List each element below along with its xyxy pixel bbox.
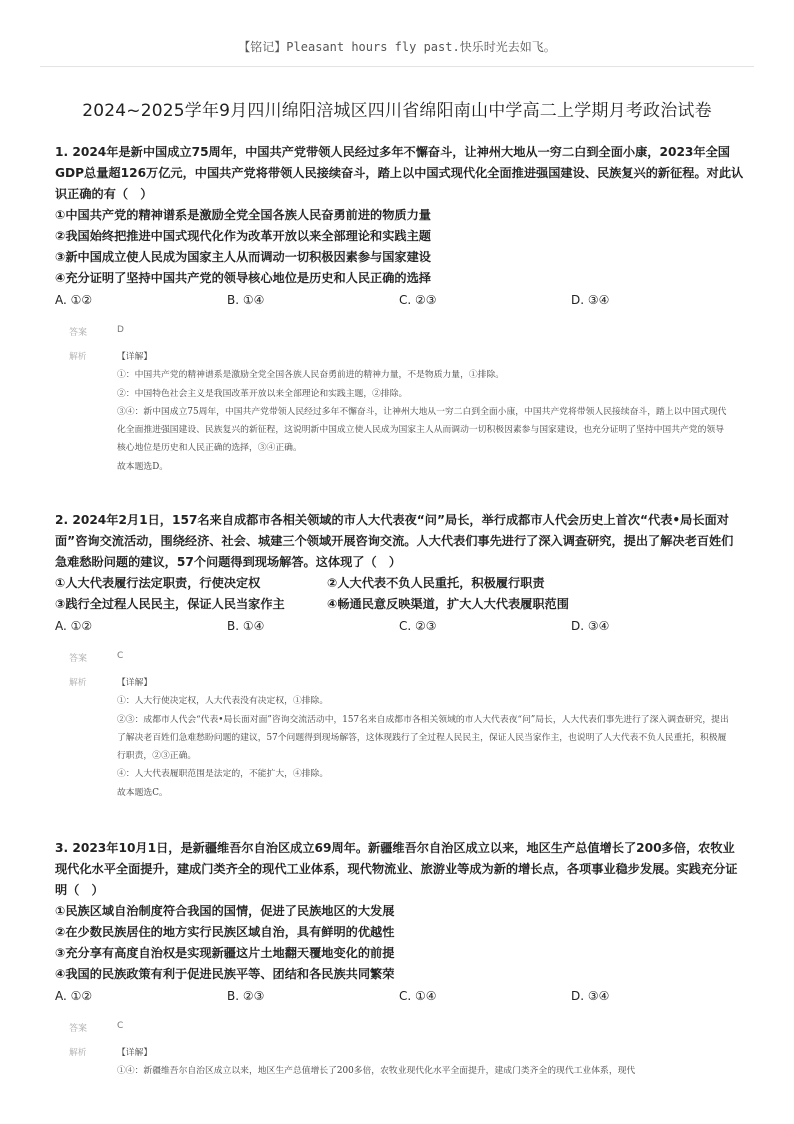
- statement-1: ①中国共产党的精神谱系是激励全党全国各族人民奋勇前进的物质力量: [55, 208, 431, 222]
- answer-row: [55, 1021, 745, 1034]
- explanation-line: ②：中国特色社会主义是我国改革开放以来全部理论和实践主题，②排除。: [117, 388, 408, 399]
- statement-2: ②人大代表不负人民重托，积极履行职责: [327, 576, 545, 590]
- answer-value: C: [117, 1021, 124, 1031]
- analysis-label: 解析: [69, 678, 87, 688]
- option-d[interactable]: D. ③④: [571, 989, 610, 1003]
- statements-grid: [55, 573, 745, 615]
- statement-2: ②我国始终把推进中国式现代化作为改革开放以来全部理论和实践主题: [55, 229, 431, 243]
- explanation-row: [55, 1044, 745, 1081]
- explanation-body: [117, 348, 732, 476]
- option-d[interactable]: D. ③④: [571, 293, 610, 307]
- question-stem: 1. 2024年是新中国成立75周年，中国共产党带领人民经过多年不懈奋斗，让神州大地从一穷二白到全面小康，2023年全国GDP总量超126万亿元，中国共产党将带领人民接续奋斗，踏上以中国式现代化全面推进强国建设、民族复兴的新征程。对此认识正确的有（ ）: [55, 145, 744, 201]
- option-a[interactable]: A. ①②: [55, 293, 93, 307]
- question-stem: 3. 2023年10月1日，是新疆维吾尔自治区成立69周年。新疆维吾尔自治区成立以来，地区生产总值增长了200多倍，农牧业现代化水平全面提升，建成门类齐全的现代工业体系，现代物流业、旅游业等成为新的增长点，各项事业稳步发展。实践充分证明（ ）: [55, 841, 738, 897]
- options-row: [55, 290, 745, 311]
- explanation-line: ③④：新中国成立75周年，中国共产党带领人民经过多年不懈奋斗，让神州大地从一穷二白到全面小康，中国共产党将带领人民接续奋斗，踏上以中国式现代化全面推进强国建设、民族复兴的新征程，这说明新中国成立使人民成为国家主人从而调动一切积极因素参与国家建设，也充分证明了坚持中国共产党的领导核心地位是历史和人民正确的选择，③④正确。: [117, 406, 727, 454]
- explanation-row: [55, 348, 745, 476]
- option-c[interactable]: C. ②③: [399, 293, 437, 307]
- question-2: [55, 510, 745, 802]
- question-1: [55, 142, 745, 476]
- explanation-body: [117, 1044, 732, 1081]
- option-a[interactable]: A. ①②: [55, 989, 93, 1003]
- option-a[interactable]: A. ①②: [55, 619, 93, 633]
- statement-1: ①民族区域自治制度符合我国的国情，促进了民族地区的大发展: [55, 904, 395, 918]
- explanation-line: 【详解】: [117, 352, 153, 362]
- explanation-body: [117, 674, 732, 802]
- explanation-line: ①：中国共产党的精神谱系是激励全党全国各族人民奋勇前进的精神力量，不是物质力量，①排除。: [117, 370, 505, 381]
- explanation-line: ①④：新疆维吾尔自治区成立以来，地区生产总值增长了200多倍，农牧业现代化水平全面提升，建成门类齐全的现代工业体系，现代: [117, 1066, 636, 1077]
- answer-row: [55, 325, 745, 338]
- option-b[interactable]: B. ①④: [227, 619, 265, 633]
- statement-4: ④我国的民族政策有利于促进民族平等、团结和各民族共同繁荣: [55, 967, 395, 981]
- answer-value: D: [117, 325, 124, 335]
- analysis-label: 解析: [69, 352, 87, 362]
- question-stem: 2. 2024年2月1日，157名来自成都市各相关领域的市人大代表夜“问”局长，举行成都市人代会历史上首次“代表•局长面对面”咨询交流活动，围绕经济、社会、城建三个领域开展咨询交流。人大代表们事先进行了深入调查研究，提出了解决老百姓们急难愁盼问题的建议，57个问题得到现场解答。这体现了（ ）: [55, 513, 734, 569]
- statement-2: ②在少数民族居住的地方实行民族区域自治，具有鲜明的优越性: [55, 925, 395, 939]
- page-title: 2024~2025学年9月四川绵阳涪城区四川省绵阳南山中学高二上学期月考政治试卷: [82, 101, 712, 121]
- option-c[interactable]: C. ②③: [399, 619, 437, 633]
- statement-1: ①人大代表履行法定职责，行使决定权: [55, 576, 261, 590]
- explanation-line: 【详解】: [117, 678, 153, 688]
- explanation-line: 【详解】: [117, 1048, 153, 1058]
- statement-4: ④畅通民意反映渠道，扩大人大代表履职范围: [327, 597, 569, 611]
- option-b[interactable]: B. ②③: [227, 989, 265, 1003]
- statement-3: ③践行全过程人民民主，保证人民当家作主: [55, 597, 285, 611]
- explanation-line: 故本题选C。: [117, 787, 168, 798]
- option-b[interactable]: B. ①④: [227, 293, 265, 307]
- option-d[interactable]: D. ③④: [571, 619, 610, 633]
- statement-3: ③充分享有高度自治权是实现新疆这片土地翻天覆地变化的前提: [55, 946, 395, 960]
- header-divider: [40, 66, 754, 67]
- analysis-label: 解析: [69, 1048, 87, 1058]
- explanation-line: 故本题选D。: [117, 461, 169, 472]
- explanation-row: [55, 674, 745, 802]
- answer-label: 答案: [69, 328, 88, 338]
- options-row: [55, 986, 745, 1007]
- answer-row: [55, 651, 745, 664]
- explanation-line: ①：人大行使决定权，人大代表没有决定权，①排除。: [117, 696, 329, 707]
- option-c[interactable]: C. ①④: [399, 989, 437, 1003]
- explanation-line: ②③：成都市人代会“代表•局长面对面”咨询交流活动中，157名来自成都市各相关领域的市人大代表夜“问”局长，人大代表们事先进行了深入调查研究，提出了解决老百姓们急难愁盼问题的建议，57个问题得到现场解答，这体现践行了全过程人民民主，保证人民当家作主，也说明了人大代表不负人民重托，积极履行职责，②③正确。: [117, 714, 729, 762]
- options-row: [55, 616, 745, 637]
- page-motto: 【铭记】Pleasant hours fly past.快乐时光去如飞。: [238, 40, 556, 54]
- explanation-line: ④：人大代表履职范围是法定的，不能扩大，④排除。: [117, 769, 329, 780]
- question-3: [55, 838, 745, 1081]
- statement-3: ③新中国成立使人民成为国家主人从而调动一切积极因素参与国家建设: [55, 250, 431, 264]
- answer-label: 答案: [69, 654, 88, 664]
- answer-label: 答案: [69, 1024, 88, 1034]
- answer-value: C: [117, 651, 124, 661]
- statement-4: ④充分证明了坚持中国共产党的领导核心地位是历史和人民正确的选择: [55, 271, 431, 285]
